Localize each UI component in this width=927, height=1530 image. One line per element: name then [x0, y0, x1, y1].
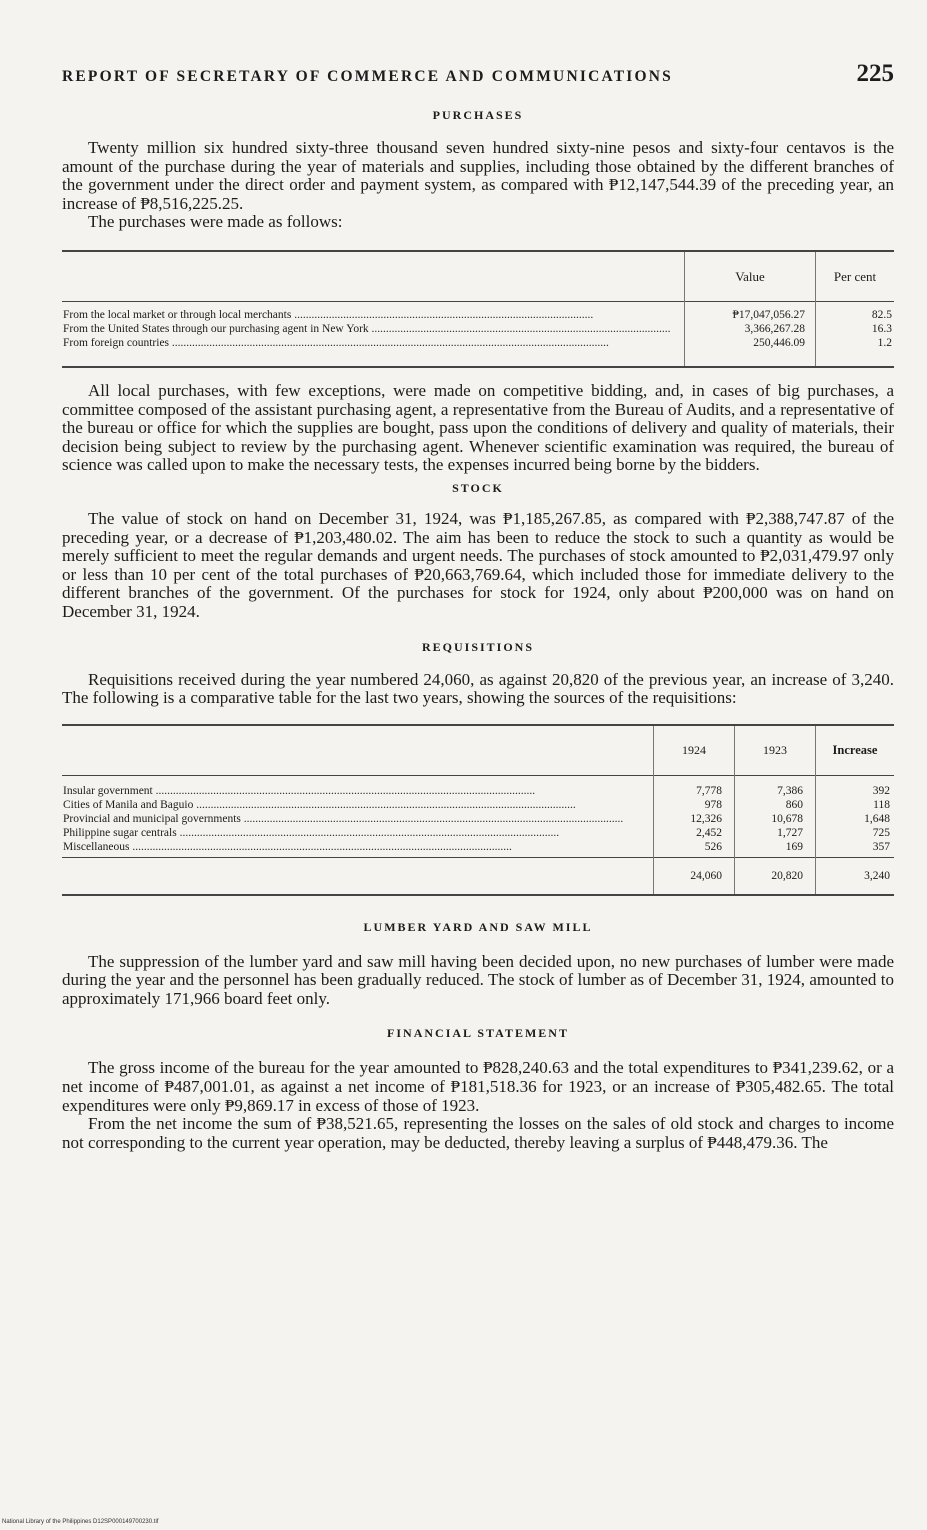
row-label: Insular government [63, 784, 153, 797]
page [62, 60, 894, 1152]
total-increase: 3,240 [864, 869, 890, 882]
total-1924: 24,060 [654, 858, 735, 894]
row-1923: 1,727 [735, 826, 816, 840]
row-value: 3,366,267.28 [685, 322, 816, 336]
row-1924: 526 [654, 840, 735, 854]
requisitions-table [62, 724, 894, 896]
col-1924: 1924 [654, 726, 735, 776]
row-1923: 10,678 [735, 812, 816, 826]
row-increase: 1,648 [864, 812, 890, 825]
purchases-paragraph: Twenty million six hundred sixty-three thousand seven hundred sixty-nine pesos and sixty-four centavos is the amount of the purchase during the year of materials and supplies, including those obtained by the different branches of the government under the direct order and payment system, as compared with ₱12,147,544.39 of the preceding year, an increase of ₱8,516,225.25. [62, 138, 894, 213]
financial-paragraph: The gross income of the bureau for the year amounted to ₱828,240.63 and the total expenditures to ₱341,239.62, or a net income of ₱487,001.01, as against a net income of ₱181,518.36 for 1923, or an increase of ₱305,482.65. The total expenditures were only ₱9,869.17 in excess of those of 1923. [62, 1058, 894, 1115]
stock-paragraph: The value of stock on hand on December 31, 1924, was ₱1,185,267.85, as compared with ₱2,388,747.87 of the preceding year, or a decrease of ₱1,203,480.02. The aim has been to reduce the stock to such a quantity as would be merely sufficient to meet the regular demands and urgent needs. The purchases of stock amounted to ₱2,031,479.97 only or less than 10 per cent of the total purchases of ₱20,663,769.64, which included those for immediate delivery to the different branches of the government. Of the purchases for stock for 1924, only about ₱200,000 was on hand on December 31, 1924. [62, 508, 894, 621]
lumber-paragraph: The suppression of the lumber yard and saw mill having been decided upon, no new purchases of lumber were made during the year and the personnel has been gradually reduced. The stock of lumber as of December 31, 1924, amounted to approximately 171,966 board feet only. [62, 951, 894, 1008]
table-row: From the United States through our purchasing agent in New York ........................................................................................................ 3,366,267.28 16.3 [63, 322, 892, 335]
row-label: Cities of Manila and Baguio [63, 798, 194, 811]
row-percent: 1.2 [877, 336, 892, 349]
scan-credit: National Library of the Philippines D12SP000149700230.tif [2, 1519, 159, 1525]
row-label: From the local market or through local merchants [63, 308, 292, 321]
row-label: Miscellaneous [63, 840, 130, 853]
row-value: ₱17,047,056.27 [685, 308, 816, 322]
purchases-table [62, 250, 894, 368]
col-percent: Per cent [833, 268, 877, 284]
totals-row [62, 858, 894, 894]
row-percent: 82.5 [871, 308, 892, 321]
row-1923: 860 [735, 798, 816, 812]
row-increase: 392 [872, 784, 890, 797]
table-row: From foreign countries ........................................................................................................................................................ 250,446.09 1.2 [63, 336, 892, 349]
row-percent: 16.3 [871, 322, 892, 335]
row-increase: 118 [873, 798, 890, 811]
bidding-paragraph: All local purchases, with few exceptions, were made on competitive bidding, and, in cases of big purchases, a committee composed of the assistant purchasing agent, a representative from the Bureau of Audits, and a representative of the bureau or office for which the supplies are bought, pass upon the conditions of delivery and quality of materials, their decision being subject to review by the purchasing agent. Whenever scientific examination was required, the bureau of science was called upon to make the necessary tests, the expenses incurred being borne by the bidders. [62, 380, 894, 475]
row-increase: 725 [872, 826, 890, 839]
table-row: From the local market or through local merchants ........................................................................................................ ₱17,047,056.27 82.5 [63, 308, 892, 321]
purchases-heading: PURCHASES [432, 108, 524, 122]
row-1923: 7,386 [735, 784, 816, 798]
running-head [62, 60, 894, 88]
row-increase: 357 [872, 840, 890, 853]
row-1924: 7,778 [654, 784, 735, 798]
row-1924: 978 [654, 798, 735, 812]
row-1924: 12,326 [654, 812, 735, 826]
total-1923: 20,820 [735, 858, 816, 894]
row-label: Provincial and municipal governments [63, 812, 241, 825]
row-label: From the United States through our purchasing agent in New York [63, 322, 369, 335]
row-label: From foreign countries [63, 336, 170, 349]
table-row: Cities of Manila and Baguio .................................................................................................................................... 978 860 118 [62, 798, 894, 812]
col-value: Value [685, 252, 816, 302]
lumber-heading: LUMBER YARD AND SAW MILL [363, 919, 593, 934]
report-title: REPORT OF SECRETARY OF COMMERCE AND COMMUNICATIONS [62, 68, 673, 85]
requisitions-heading: REQUISITIONS [421, 639, 535, 654]
col-increase: Increase [832, 742, 878, 757]
row-1923: 169 [735, 840, 816, 854]
table-row: Provincial and municipal governments .................................................................................................................................... 12,326 10,678 1,648 [62, 812, 894, 826]
table-row: Insular government .................................................................................................................................... 7,778 7,386 392 [62, 784, 894, 798]
col-1923: 1923 [735, 726, 816, 776]
requisitions-paragraph: Requisitions received during the year numbered 24,060, as against 20,820 of the previous year, an increase of 3,240. The following is a comparative table for the last two years, showing the sources of the requisitions: [62, 669, 894, 708]
table-row: Philippine sugar centrals .................................................................................................................................... 2,452 1,727 725 [62, 826, 894, 840]
row-1924: 2,452 [654, 826, 735, 840]
stock-heading: STOCK [452, 480, 504, 495]
purchases-intro: The purchases were made as follows: [88, 212, 343, 232]
row-value: 250,446.09 [685, 336, 816, 350]
row-label: Philippine sugar centrals [63, 826, 177, 839]
page-number: 225 [856, 60, 894, 87]
financial-heading: FINANCIAL STATEMENT [387, 1026, 569, 1041]
net-income-paragraph: From the net income the sum of ₱38,521.65, representing the losses on the sales of old stock and charges to income not corresponding to the current year operation, may be deducted, thereby leaving a surplus of ₱448,479.36. The [62, 1114, 894, 1152]
table-row: Miscellaneous .................................................................................................................................... 526 169 357 [62, 840, 894, 854]
